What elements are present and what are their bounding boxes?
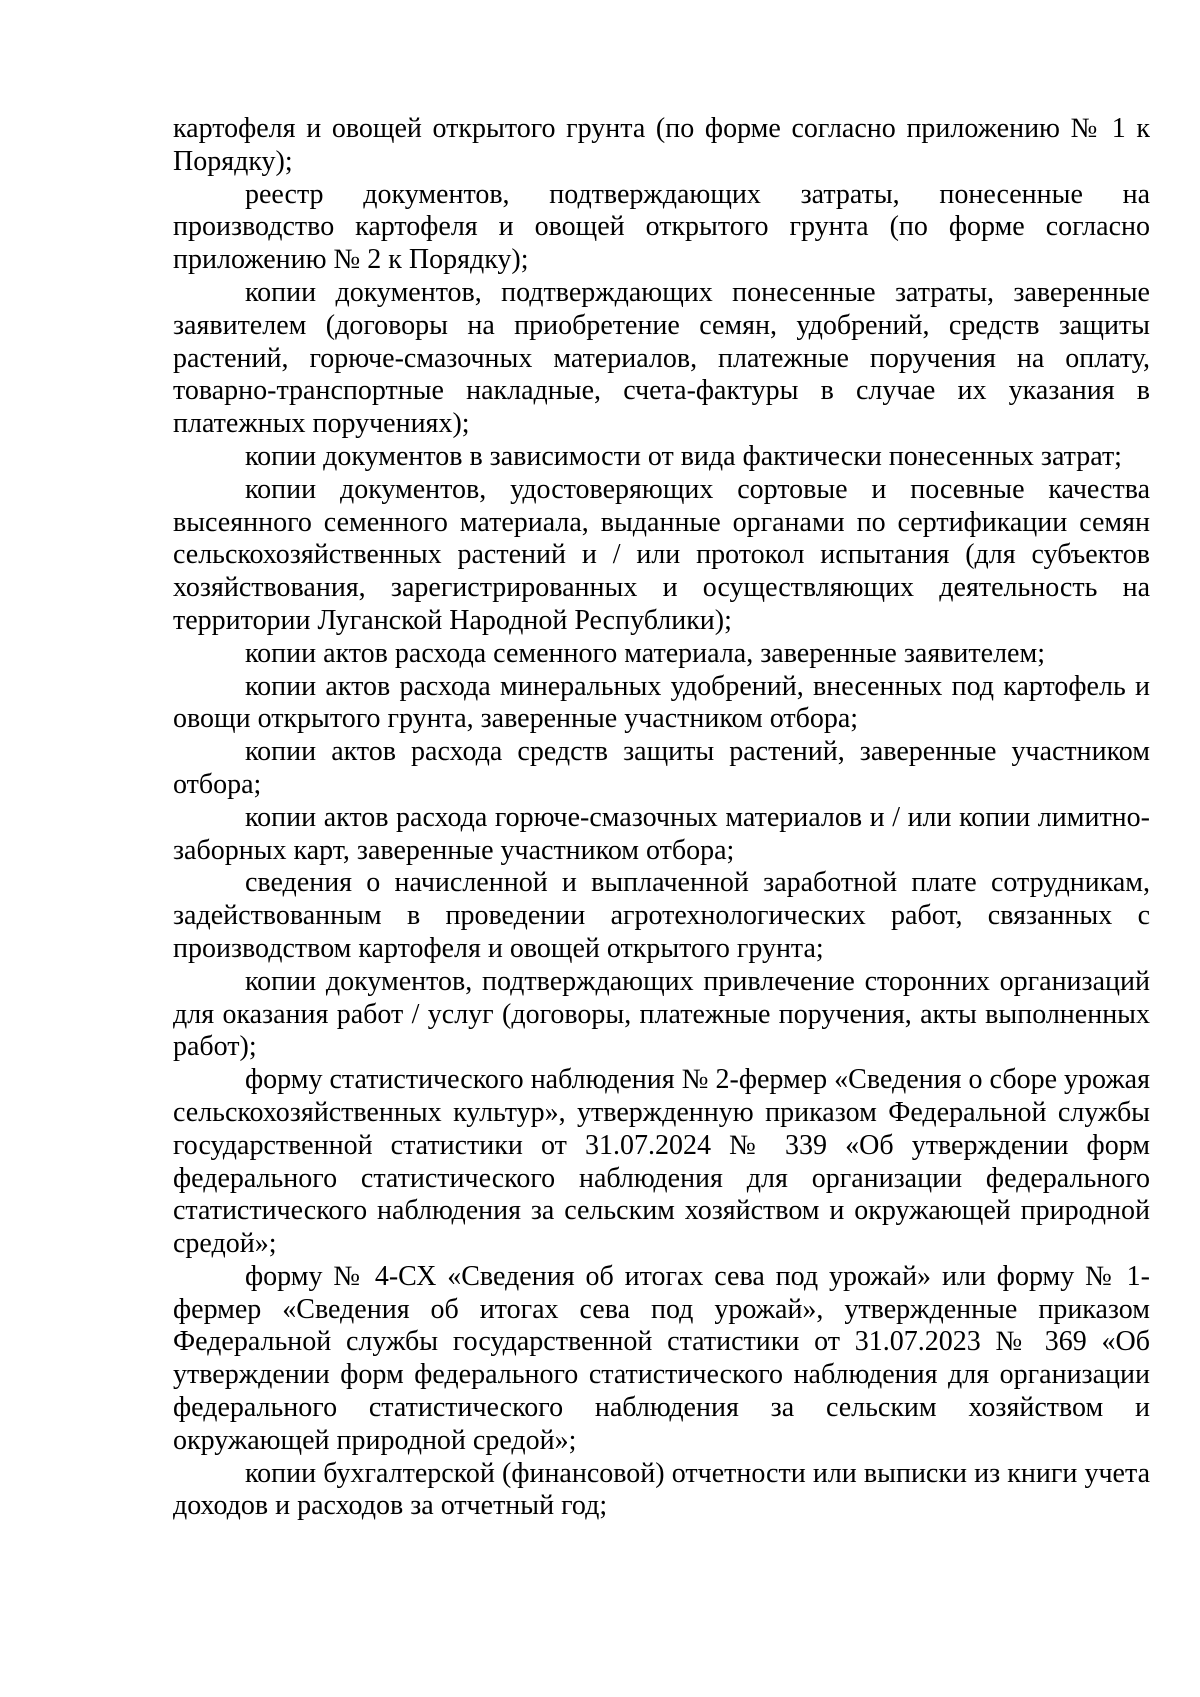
paragraph: копии актов расхода минеральных удобрений, внесенных под картофель и овощи открытого грунта, заверенные участником отбора;	[173, 670, 1150, 735]
paragraph: форму статистического наблюдения № 2-фермер «Сведения о сборе урожая сельскохозяйственных культур», утвержденную приказом Федеральной службы государственной статистики от 31.07.2024 № 339 «Об утверждении форм федерального статистического наблюдения для организации федерального статистического наблюдения за сельским хозяйством и окружающей природной средой»;	[173, 1064, 1150, 1260]
paragraph: картофеля и овощей открытого грунта (по форме согласно приложению № 1 к Порядку);	[173, 113, 1150, 177]
paragraph: копии актов расхода средств защиты растений, заверенные участником отбора;	[173, 736, 1150, 800]
paragraph: копии документов, удостоверяющих сортовые и посевные качества высеянного семенного материала, выданные органами по сертификации семян сельскохозяйственных растений и / или протокол испытания (для субъектов хозяйствования, зарегистрированных и осуществляющих деятельность на территории Луганской Народной Республики);	[173, 473, 1150, 636]
paragraph: копии документов в зависимости от вида фактически понесенных затрат;	[245, 440, 1122, 472]
paragraph: копии документов, подтверждающих привлечение сторонних организаций для оказания работ / услуг (договоры, платежные поручения, акты выполненных работ);	[173, 965, 1150, 1063]
paragraph: копии актов расхода семенного материала, заверенные заявителем;	[245, 637, 1045, 669]
paragraph: форму № 4-СХ «Сведения об итогах сева под урожай» или форму № 1-фермер «Сведения об итогах сева под урожай», утвержденные приказом Федеральной службы государственной статистики от 31.07.2023 № 369 «Об утверждении форм федерального статистического наблюдения для организации федерального статистического наблюдения за сельским хозяйством и окружающей природной средой»;	[173, 1260, 1150, 1456]
document-body	[173, 113, 1150, 1523]
paragraph: реестр документов, подтверждающих затраты, понесенные на производство картофеля и овощей открытого грунта (по форме согласно приложению № 2 к Порядку);	[173, 178, 1150, 276]
paragraph: сведения о начисленной и выплаченной заработной плате сотрудникам, задействованным в проведении агротехнологических работ, связанных с производством картофеля и овощей открытого грунта;	[173, 867, 1150, 964]
paragraph: копии документов, подтверждающих понесенные затраты, заверенные заявителем (договоры на приобретение семян, удобрений, средств защиты растений, горюче-смазочных материалов, платежные поручения на оплату, товарно-транспортные накладные, счета-фактуры в случае их указания в платежных поручениях);	[173, 276, 1150, 440]
paragraph: копии бухгалтерской (финансовой) отчетности или выписки из книги учета доходов и расходов за отчетный год;	[173, 1457, 1150, 1522]
paragraph: копии актов расхода горюче-смазочных материалов и / или копии лимитно-заборных карт, заверенные участником отбора;	[173, 801, 1150, 866]
